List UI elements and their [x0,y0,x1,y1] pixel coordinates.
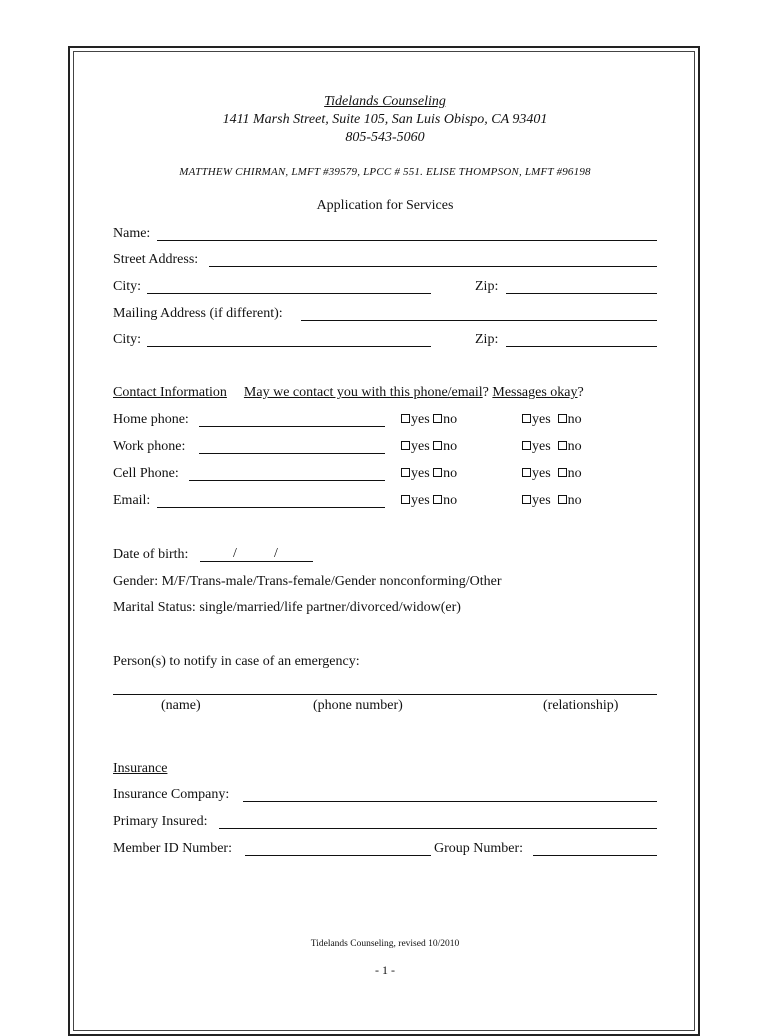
member-id-field[interactable] [245,855,431,856]
city-field[interactable] [147,293,431,294]
home-phone-field[interactable] [199,426,385,427]
yes-label: yes [411,493,430,508]
city2-field[interactable] [147,346,431,347]
work-contact-no-checkbox[interactable] [433,441,442,450]
work-messages-no-checkbox[interactable] [558,441,567,450]
work-contact-options [401,439,457,455]
dob-label: Date of birth: [113,547,189,562]
contact-header [113,385,584,401]
home-messages-yes-checkbox[interactable] [522,414,531,423]
name-label: Name: [113,226,151,241]
marital-status-line: Marital Status: single/married/life partner/divorced/widow(er) [113,600,461,615]
email-messages-no-checkbox[interactable] [558,495,567,504]
group-number-label: Group Number: [434,841,524,856]
email-contact-yes-checkbox[interactable] [401,495,410,504]
home-contact-yes-checkbox[interactable] [401,414,410,423]
yes-label: yes [532,493,551,508]
work-phone-label: Work phone: [113,439,186,454]
dob-field[interactable] [200,561,313,562]
no-label: no [567,493,582,508]
city-label: City: [113,279,142,294]
email-contact-no-checkbox[interactable] [433,495,442,504]
no-label: no [567,412,582,427]
insurance-company-label: Insurance Company: [113,787,230,802]
cell-contact-yes-checkbox[interactable] [401,468,410,477]
work-contact-yes-checkbox[interactable] [401,441,410,450]
home-contact-options [401,412,457,428]
zip-field[interactable] [506,293,657,294]
no-label: no [443,412,458,427]
question-mark-2: ? [577,385,584,400]
emergency-name-caption: (name) [161,698,201,713]
email-messages-options [522,493,582,509]
footer-revised: Tidelands Counseling, revised 10/2010 [310,939,460,949]
zip-label: Zip: [475,279,499,294]
mailing-field[interactable] [301,320,657,321]
emergency-field[interactable] [113,694,657,695]
mailing-label: Mailing Address (if different): [113,306,283,321]
cell-phone-field[interactable] [189,480,385,481]
emergency-label: Person(s) to notify in case of an emergency: [113,654,360,669]
street-field[interactable] [209,266,657,267]
dob-separator-1: / [233,546,237,561]
may-contact-question: May we contact you with this phone/email [243,385,483,400]
yes-label: yes [532,439,551,454]
emergency-relationship-caption: (relationship) [543,698,619,713]
no-label: no [567,466,582,481]
dob-separator-2: / [274,546,278,561]
yes-label: yes [532,466,551,481]
contact-heading: Contact Information [113,385,227,400]
cell-contact-options [401,466,457,482]
primary-insured-field[interactable] [219,828,657,829]
no-label: no [443,466,458,481]
street-label: Street Address: [113,252,199,267]
no-label: no [567,439,582,454]
group-number-field[interactable] [533,855,657,856]
form-title: Application for Services [316,198,454,213]
org-phone: 805-543-5060 [345,130,425,145]
clinicians-line: MATTHEW CHIRMAN, LMFT #39579, LPCC # 551. ELISE THOMPSON, LMFT #96198 [179,166,591,178]
insurance-company-field[interactable] [243,801,657,802]
email-contact-options [401,493,457,509]
home-contact-no-checkbox[interactable] [433,414,442,423]
cell-phone-label: Cell Phone: [113,466,179,481]
messages-okay: Messages okay [492,385,578,400]
cell-messages-yes-checkbox[interactable] [522,468,531,477]
work-messages-options [522,439,582,455]
question-mark-1: ? [482,385,489,400]
org-name: Tidelands Counseling [324,94,446,109]
page-number: - 1 - [375,963,395,977]
zip2-label: Zip: [475,332,499,347]
cell-messages-options [522,466,582,482]
cell-contact-no-checkbox[interactable] [433,468,442,477]
no-label: no [443,493,458,508]
yes-label: yes [532,412,551,427]
cell-messages-no-checkbox[interactable] [558,468,567,477]
emergency-phone-caption: (phone number) [313,698,403,713]
insurance-heading: Insurance [113,761,168,776]
yes-label: yes [411,466,430,481]
home-messages-options [522,412,582,428]
email-label: Email: [113,493,151,508]
yes-label: yes [411,412,430,427]
email-messages-yes-checkbox[interactable] [522,495,531,504]
org-address: 1411 Marsh Street, Suite 105, San Luis Obispo, CA 93401 [222,112,548,127]
member-id-label: Member ID Number: [113,841,232,856]
no-label: no [443,439,458,454]
city2-label: City: [113,332,142,347]
zip2-field[interactable] [506,346,657,347]
yes-label: yes [411,439,430,454]
name-field[interactable] [157,240,657,241]
email-field[interactable] [157,507,385,508]
work-phone-field[interactable] [199,453,385,454]
primary-insured-label: Primary Insured: [113,814,208,829]
gender-line: Gender: M/F/Trans-male/Trans-female/Gender nonconforming/Other [113,574,502,589]
work-messages-yes-checkbox[interactable] [522,441,531,450]
home-messages-no-checkbox[interactable] [558,414,567,423]
home-phone-label: Home phone: [113,412,189,427]
